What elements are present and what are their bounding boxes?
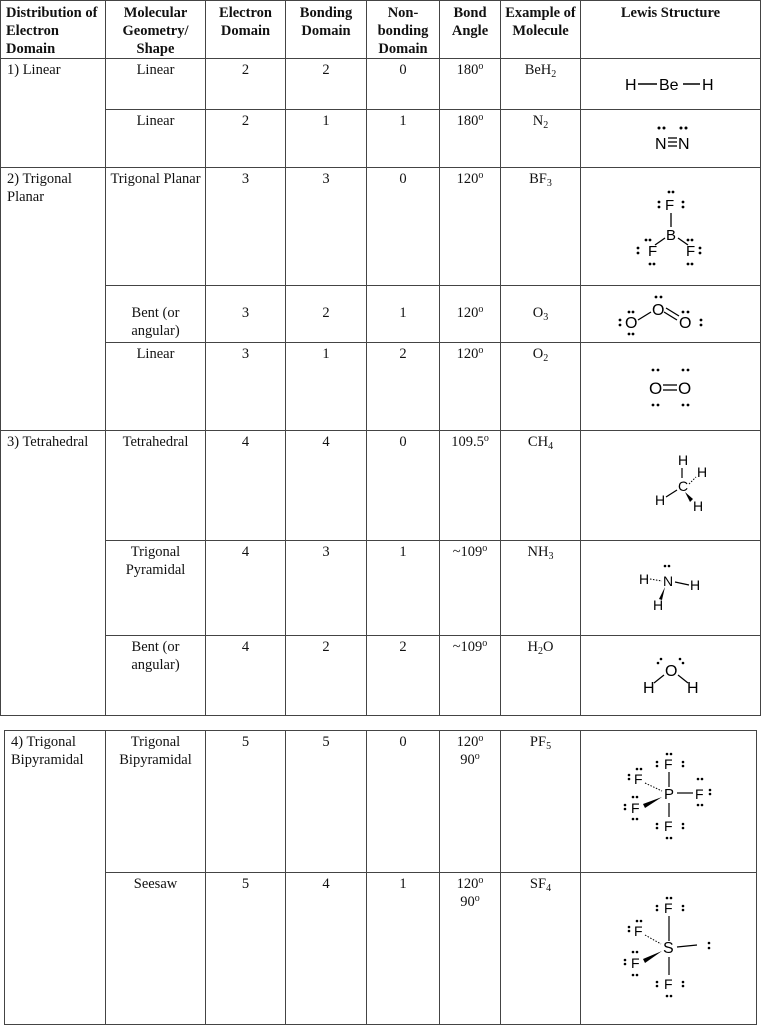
electron-cell: 2 — [206, 110, 286, 168]
molecule-cell — [501, 541, 581, 636]
atom-label: O — [678, 315, 691, 332]
molecule-formula: CH — [527, 434, 549, 450]
lewis-n2 — [581, 110, 761, 168]
molecule-cell — [501, 431, 581, 541]
header-nonbonding-domain: Non-bonding Domain — [367, 1, 440, 59]
electron-cell: 3 — [206, 343, 286, 431]
table-row — [1, 343, 761, 431]
molecule-formula: NH — [527, 544, 549, 560]
degree-mark: o — [478, 304, 484, 315]
group-trigonal-planar — [1, 168, 106, 431]
atom-label: H — [696, 463, 707, 480]
atom-label: P — [663, 785, 674, 803]
degree-mark: o — [482, 638, 488, 649]
table-row — [1, 110, 761, 168]
molecule-subscript: 5 — [546, 741, 552, 752]
molecule-cell — [501, 636, 581, 716]
table-row — [1, 541, 761, 636]
lewis-pf5-diagram — [609, 747, 729, 857]
header-example: Example of Molecule — [501, 1, 581, 59]
atom-label: F — [663, 975, 673, 992]
molecule-formula: PF — [529, 734, 547, 750]
lewis-ch4 — [581, 431, 761, 541]
degree-mark: o — [478, 875, 484, 886]
atom-label: H — [677, 451, 688, 468]
bonding-cell: 1 — [286, 110, 367, 168]
shape-cell: Trigonal Planar — [106, 168, 206, 286]
atom-label: B — [665, 226, 676, 244]
bonding-cell: 3 — [286, 541, 367, 636]
lewis-beh2 — [581, 59, 761, 110]
group-label: 1) Linear — [7, 62, 61, 78]
header-lewis: Lewis Structure — [581, 1, 761, 59]
angle-cell — [440, 541, 501, 636]
shape-cell: Trigonal Pyramidal — [106, 541, 206, 636]
lewis-o3-diagram — [606, 292, 736, 336]
atom-label: F — [630, 954, 640, 971]
angle-value: 120 — [456, 734, 479, 750]
lewis-o2-diagram — [631, 364, 711, 410]
shape-cell: Seesaw — [106, 873, 206, 1025]
table-row — [1, 59, 761, 110]
lewis-beh2-diagram — [611, 69, 731, 99]
electron-cell: 2 — [206, 59, 286, 110]
atom-label: F — [694, 785, 704, 802]
bonding-cell: 1 — [286, 343, 367, 431]
nonbonding-cell: 0 — [367, 168, 440, 286]
angle-value: 180 — [456, 62, 479, 78]
lewis-n2-diagram — [631, 121, 711, 157]
molecule-cell — [501, 286, 581, 343]
electron-cell: 5 — [206, 731, 286, 873]
header-row — [1, 1, 761, 59]
molecule-subscript: 2 — [551, 69, 557, 80]
angle-value: 180 — [456, 113, 479, 129]
molecule-subscript: 2 — [543, 120, 549, 131]
atom-label: H — [686, 679, 699, 697]
electron-cell: 5 — [206, 873, 286, 1025]
molecule-subscript: 3 — [543, 312, 549, 323]
molecule-formula: BeH — [524, 62, 552, 78]
vsepr-table-bottom — [4, 730, 757, 1025]
bonding-cell: 2 — [286, 636, 367, 716]
nonbonding-cell: 0 — [367, 59, 440, 110]
atom-label: O — [664, 662, 677, 680]
degree-mark: o — [474, 751, 480, 762]
table-row — [1, 431, 761, 541]
angle-cell — [440, 873, 501, 1025]
atom-label: H — [689, 577, 700, 593]
bonding-cell: 4 — [286, 431, 367, 541]
table-row — [5, 873, 757, 1025]
molecule-subscript: 2 — [538, 646, 543, 657]
angle-cell — [440, 343, 501, 431]
molecule-cell — [501, 59, 581, 110]
shape-cell: Linear — [106, 59, 206, 110]
degree-mark: o — [478, 61, 484, 72]
atom-label: F — [663, 899, 673, 916]
table-row — [1, 636, 761, 716]
header-electron-domain: Electron Domain — [206, 1, 286, 59]
group-label: 4) Trigonal Bipyramidal — [11, 734, 84, 768]
group-linear — [1, 59, 106, 168]
atom-label: H — [701, 77, 714, 94]
molecule-cell — [501, 343, 581, 431]
shape-cell: Linear — [106, 110, 206, 168]
lewis-h2o-diagram — [626, 651, 716, 701]
atom-label: O — [624, 315, 637, 332]
atom-label: F — [647, 242, 657, 260]
atom-label: F — [664, 196, 674, 214]
table-row — [1, 286, 761, 343]
angle-value: 120 — [456, 171, 479, 187]
molecule-formula: O — [532, 346, 544, 362]
bonding-cell: 2 — [286, 59, 367, 110]
lewis-nh3 — [581, 541, 761, 636]
lewis-o2 — [581, 343, 761, 431]
angle-value-2: 90 — [460, 752, 475, 768]
lewis-h2o — [581, 636, 761, 716]
group-trigonal-bipyramidal — [5, 731, 106, 1025]
electron-cell: 3 — [206, 168, 286, 286]
degree-mark: o — [474, 893, 480, 904]
table-row — [5, 731, 757, 873]
lewis-o3 — [581, 286, 761, 343]
molecule-formula: H — [527, 639, 538, 655]
angle-value: 109.5 — [451, 434, 484, 450]
atom-label: H — [638, 571, 649, 587]
degree-mark: o — [482, 543, 488, 554]
group-label: 3) Tetrahedral — [7, 434, 89, 450]
degree-mark: o — [483, 433, 489, 444]
nonbonding-cell: 2 — [367, 343, 440, 431]
degree-mark: o — [478, 112, 484, 123]
atom-label: S — [662, 939, 674, 957]
angle-value: ~109 — [452, 639, 483, 655]
atom-label: F — [633, 770, 643, 787]
atom-label: H — [692, 497, 703, 514]
atom-label: H — [624, 77, 637, 94]
atom-label: C — [677, 477, 688, 494]
electron-cell: 3 — [206, 286, 286, 343]
atom-label: F — [663, 817, 673, 834]
lewis-ch4-diagram — [626, 451, 716, 521]
lewis-sf4 — [581, 873, 757, 1025]
atom-label: F — [633, 922, 643, 939]
nonbonding-cell: 1 — [367, 541, 440, 636]
angle-cell — [440, 110, 501, 168]
lewis-nh3-diagram — [621, 558, 721, 618]
molecule-formula-tail: O — [543, 639, 554, 655]
angle-value: 120 — [456, 305, 479, 321]
atom-label: H — [654, 491, 665, 508]
table-row — [1, 168, 761, 286]
molecule-formula: SF — [529, 876, 547, 892]
molecule-subscript: 4 — [546, 883, 552, 894]
molecule-formula: N — [532, 113, 544, 129]
angle-cell — [440, 731, 501, 873]
nonbonding-cell: 1 — [367, 873, 440, 1025]
atom-label: O — [677, 378, 691, 398]
lewis-pf5 — [581, 731, 757, 873]
degree-mark: o — [478, 733, 484, 744]
atom-label: N — [654, 135, 667, 153]
bonding-cell: 4 — [286, 873, 367, 1025]
nonbonding-cell: 0 — [367, 731, 440, 873]
degree-mark: o — [478, 345, 484, 356]
electron-cell: 4 — [206, 636, 286, 716]
group-tetrahedral — [1, 431, 106, 716]
molecule-subscript: 2 — [543, 353, 549, 364]
shape-cell: Trigonal Bipyramidal — [106, 731, 206, 873]
atom-label: N — [677, 135, 690, 153]
header-geometry: Molecular Geometry/ Shape — [106, 1, 206, 59]
molecule-cell — [501, 731, 581, 873]
atom-label: N — [662, 573, 673, 589]
angle-value: 120 — [456, 346, 479, 362]
molecule-formula: BF — [529, 171, 547, 187]
header-distribution: Distribution of Electron Domain — [1, 1, 106, 59]
atom-label: H — [642, 679, 655, 697]
shape-cell: Bent (or angular) — [106, 286, 206, 343]
atom-label: Be — [658, 77, 679, 94]
shape-cell: Bent (or angular) — [106, 636, 206, 716]
lewis-bf3 — [581, 168, 761, 286]
bonding-cell: 5 — [286, 731, 367, 873]
lewis-sf4-diagram — [609, 889, 729, 1009]
degree-mark: o — [478, 170, 484, 181]
angle-value-2: 90 — [460, 894, 475, 910]
molecule-subscript: 3 — [546, 178, 552, 189]
angle-cell — [440, 636, 501, 716]
group-label: 2) Trigonal Planar — [7, 171, 72, 205]
angle-value: 120 — [456, 876, 479, 892]
shape-cell: Tetrahedral — [106, 431, 206, 541]
atom-label: F — [630, 799, 640, 816]
electron-cell: 4 — [206, 431, 286, 541]
angle-value: ~109 — [452, 544, 483, 560]
atom-label: O — [648, 378, 662, 398]
nonbonding-cell: 1 — [367, 110, 440, 168]
atom-label: F — [663, 755, 673, 772]
nonbonding-cell: 0 — [367, 431, 440, 541]
header-bonding-domain: Bonding Domain — [286, 1, 367, 59]
header-bond-angle: Bond Angle — [440, 1, 501, 59]
nonbonding-cell: 1 — [367, 286, 440, 343]
atom-label: O — [651, 302, 664, 319]
lewis-bf3-diagram — [616, 182, 726, 272]
atom-label: F — [685, 242, 695, 260]
angle-cell — [440, 286, 501, 343]
shape-cell: Linear — [106, 343, 206, 431]
angle-cell — [440, 168, 501, 286]
angle-cell — [440, 59, 501, 110]
bonding-cell: 3 — [286, 168, 367, 286]
atom-label: H — [652, 597, 663, 613]
molecule-formula: O — [532, 305, 544, 321]
nonbonding-cell: 2 — [367, 636, 440, 716]
molecule-subscript: 4 — [548, 441, 554, 452]
molecule-cell — [501, 110, 581, 168]
bonding-cell: 2 — [286, 286, 367, 343]
angle-cell — [440, 431, 501, 541]
molecule-subscript: 3 — [548, 551, 554, 562]
molecule-cell — [501, 168, 581, 286]
molecule-cell — [501, 873, 581, 1025]
electron-cell: 4 — [206, 541, 286, 636]
